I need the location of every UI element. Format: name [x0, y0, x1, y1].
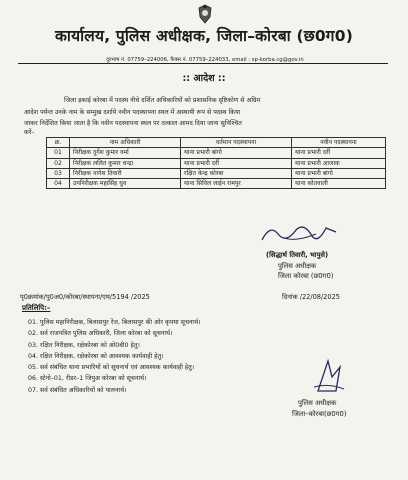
column-header-current-posting: वर्तमान पदस्थापना — [181, 138, 292, 148]
order-paragraph — [24, 95, 384, 138]
table-header-row — [47, 138, 386, 148]
signatory-designation: पुलिस अधीक्षक — [298, 399, 337, 407]
current-posting-cell: थाना प्रभारी दर्री — [181, 158, 292, 168]
list-item: 07. सर्व संबंधित अधिकारियों को पालनार्थ। — [28, 386, 127, 394]
list-item: 06. स्टेनो–01, रीडर–1 जिपुअ कोरबा को सूचनार्थ। — [28, 375, 147, 383]
list-item: 04. रक्षित निरीक्षक, रक्षेकोरबा को आवश्यक कार्यवाही हेतु। — [28, 352, 164, 360]
header-divider — [18, 63, 388, 64]
table-row — [47, 179, 386, 189]
serial-cell: 04 — [47, 179, 70, 189]
serial-cell: 02 — [47, 158, 70, 168]
copy-list — [28, 317, 200, 396]
current-posting-cell: थाना प्रभारी बांगो — [181, 148, 292, 158]
officer-cell: उपनिरीक्षक महासिंह धुव — [70, 179, 181, 189]
serial-cell: 03 — [47, 168, 70, 178]
list-item: 05. सर्व संबंधित थाना प्रभारियों को सूचनार्थ एवं आवश्यक कार्यवाही हेतु। — [28, 364, 195, 372]
new-posting-cell: थाना प्रभारी आजाक — [292, 158, 386, 168]
column-header-new-posting: नवीन पदस्थापना — [292, 138, 386, 148]
signatory-block-copy — [292, 398, 347, 419]
list-item: 03. रक्षित निरीक्षक, रक्षेकोरबा को ओ0बी0 हेतु। — [28, 341, 140, 349]
postings-table — [46, 137, 386, 189]
current-posting-cell: रक्षित केन्द्र कोरबा — [181, 168, 292, 178]
officer-cell: निरीक्षक नागेश तिवारी — [70, 168, 181, 178]
reference-number: पृ0क्रमांक/पु0अ0/कोरबा/स्थापना/एम/5194 /2025 — [20, 293, 150, 301]
contact-line: दूरभाष नं. 07759–224006, फैक्स नं. 07759–224033, email : sp-korba.cg@gov.in — [106, 57, 304, 63]
table-row — [47, 148, 386, 158]
list-item: 02. सर्व राजपत्रित पुलिस अधिकारी, जिला कोरबा को सूचनार्थ। — [28, 330, 173, 338]
signatory-block — [266, 250, 333, 282]
list-item: 01. पुलिस महानिरीक्षक, बिलासपुर रेंज, बिलासपुर की ओर कृपया सूचनार्थ। — [28, 319, 201, 326]
reference-date: दिनांक /22/08/2025 — [282, 293, 340, 301]
signature-icon — [308, 357, 350, 395]
table-row — [47, 158, 386, 168]
paragraph-line: आदेश पर्यन्त उनके नाम के सम्मुख दर्शाये नवीन पदस्थापना स्थल में अस्थायी रूप से पदस्थ किया — [24, 108, 241, 116]
new-posting-cell: थाना कोतवाली — [292, 179, 386, 189]
current-posting-cell: थाना सिविल लाईन रामपुर — [181, 179, 292, 189]
column-header-serial: क्र. — [47, 138, 70, 148]
column-header-name: नाम अधिकारी — [70, 138, 181, 148]
table-row — [47, 168, 386, 178]
signatory-designation: पुलिस अधीक्षक — [278, 261, 317, 270]
officer-cell: निरीक्षक ललित कुमार चन्द्रा — [70, 158, 181, 168]
new-posting-cell: थाना प्रभारी दर्री — [292, 148, 386, 158]
paragraph-line: जिला इकाई कोरबा में पदस्थ नीचे दर्शित अधिकारियों को प्रशासनिक दृष्टिकोण से अग्रिम — [64, 97, 261, 104]
office-title: कार्यालय, पुलिस अधीक्षक, जिला–कोरबा (छ0ग0) — [54, 27, 354, 45]
police-emblem-icon — [197, 4, 213, 24]
new-posting-cell: थाना प्रभारी बांगो — [292, 168, 386, 178]
officer-cell: निरीक्षक दुर्गेश कुमार वर्मा — [70, 148, 181, 158]
signatory-district: जिला कोरबा (छ0ग0) — [278, 272, 334, 280]
signatory-name: (सिद्धार्थ तिवारी, भापुसे) — [266, 251, 329, 259]
order-title: :: आदेश :: — [182, 73, 226, 84]
signature-icon — [256, 220, 342, 246]
serial-cell: 01 — [47, 148, 70, 158]
paragraph-line: जाकर निर्देशित किया जाता है कि नवीन पदस्थापना स्थल पर तत्काल आमद दिया जाना सुनिश्चित — [24, 120, 242, 127]
paragraph-line: करें– — [24, 128, 35, 136]
signatory-district: जिला–कोरबा(छ0ग0) — [292, 409, 347, 418]
copy-heading: प्रतिलिपि:– — [22, 304, 51, 312]
